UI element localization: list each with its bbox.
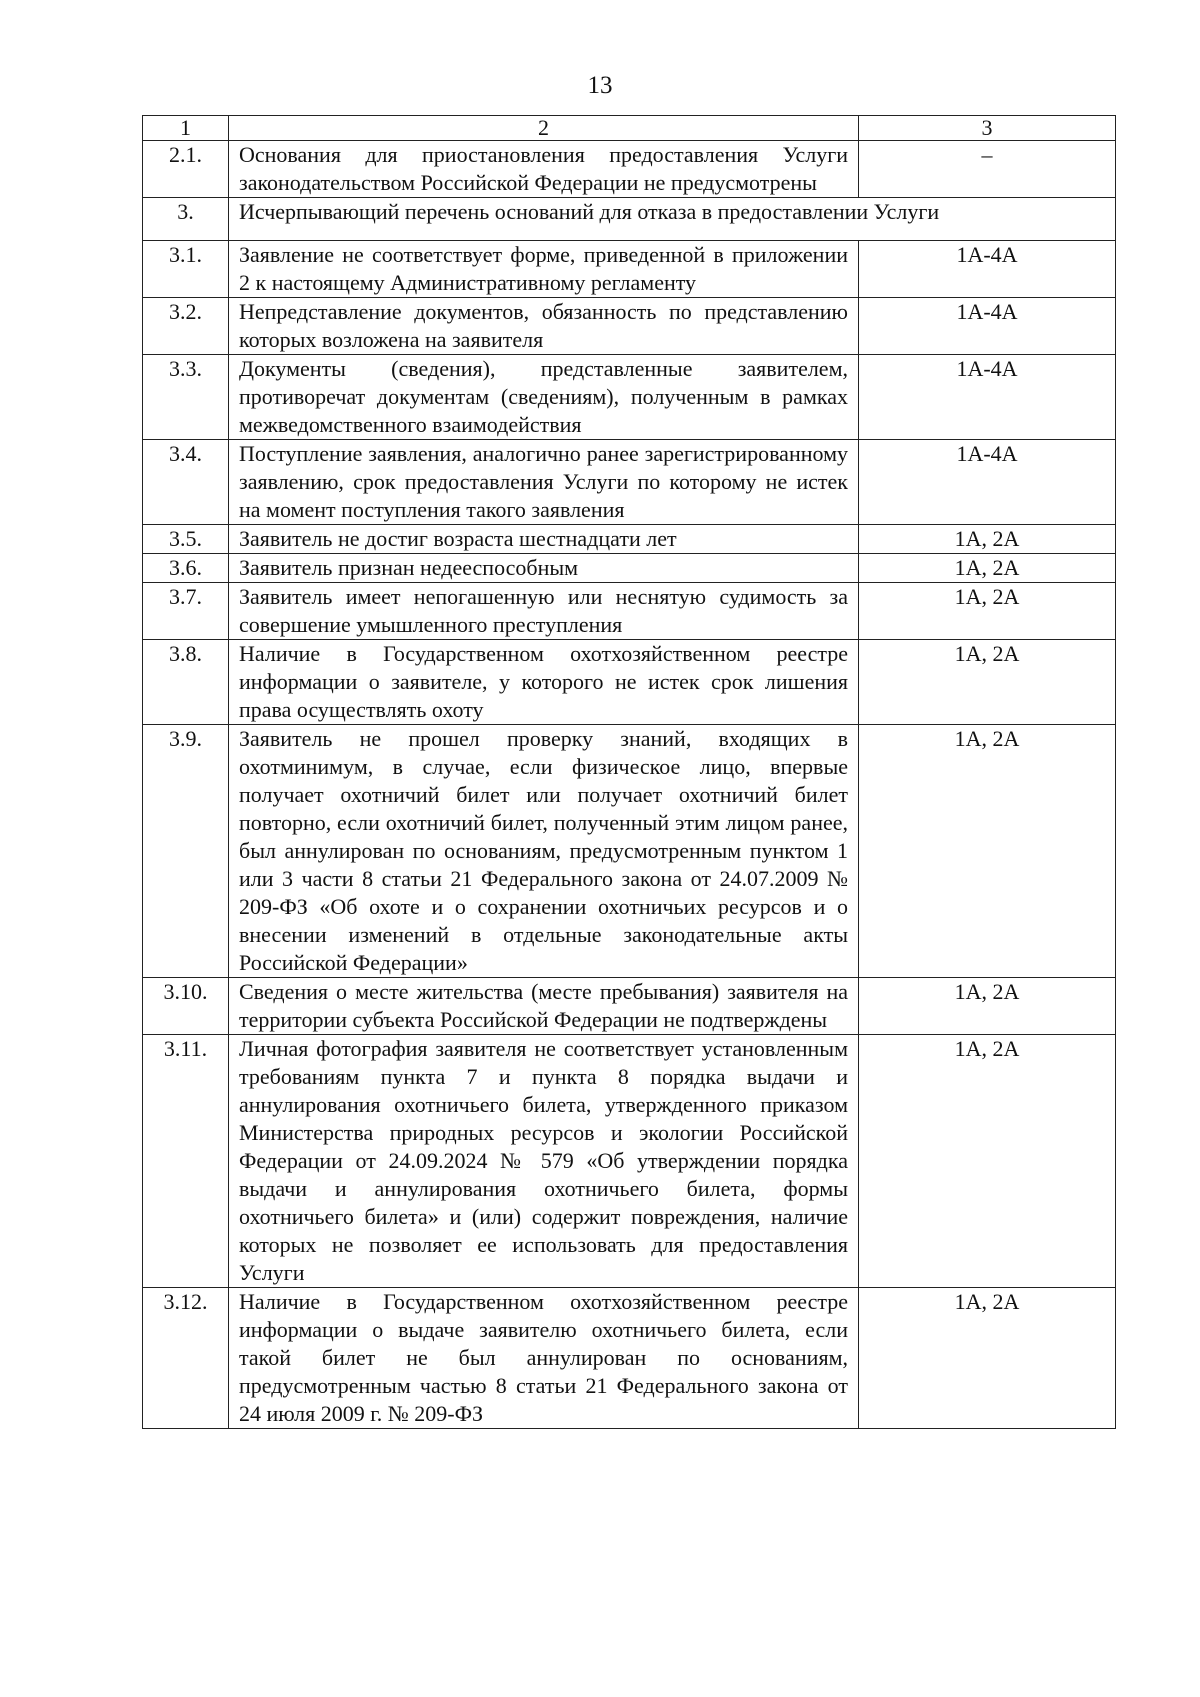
table-row <box>143 554 1116 583</box>
row-reference: 1А-4А <box>859 440 1116 525</box>
row-number: 3.11. <box>143 1035 229 1288</box>
table-header-row <box>143 116 1116 141</box>
row-number: 3.1. <box>143 241 229 298</box>
row-text: Заявление не соответствует форме, приведенной в приложении 2 к настоящему Административному регламенту <box>229 241 859 298</box>
table-row <box>143 525 1116 554</box>
table-row <box>143 440 1116 525</box>
row-reference: 1А, 2А <box>859 640 1116 725</box>
row-text: Заявитель не достиг возраста шестнадцати лет <box>229 525 859 554</box>
table-row <box>143 725 1116 978</box>
row-reference: 1А, 2А <box>859 725 1116 978</box>
table-row <box>143 241 1116 298</box>
row-text: Заявитель признан недееспособным <box>229 554 859 583</box>
row-text: Непредставление документов, обязанность по представлению которых возложена на заявителя <box>229 298 859 355</box>
column-header: 2 <box>229 116 859 141</box>
table-row <box>143 1288 1116 1429</box>
row-reference: 1А-4А <box>859 241 1116 298</box>
table-row <box>143 583 1116 640</box>
row-reference: – <box>859 141 1116 198</box>
row-text: Основания для приостановления предоставления Услуги законодательством Российской Федерации не предусмотрены <box>229 141 859 198</box>
row-text: Заявитель не прошел проверку знаний, входящих в охотминимум, в случае, если физическое лицо, впервые получает охотничий билет или получает охотничий билет повторно, если охотничий билет, полученный этим лицом ранее, был аннулирован по основаниям, предусмотренным пунктом 1 или 3 части 8 статьи 21 Федерального закона от 24.07.2009 № 209-ФЗ «Об охоте и о сохранении охотничьих ресурсов и о внесении изменений в отдельные законодательные акты Российской Федерации» <box>229 725 859 978</box>
table-row <box>143 298 1116 355</box>
row-number: 3.4. <box>143 440 229 525</box>
row-reference: 1А-4А <box>859 298 1116 355</box>
column-header: 3 <box>859 116 1116 141</box>
row-number: 2.1. <box>143 141 229 198</box>
row-number: 3.2. <box>143 298 229 355</box>
row-number: 3.5. <box>143 525 229 554</box>
row-reference: 1А, 2А <box>859 1035 1116 1288</box>
row-number: 3.8. <box>143 640 229 725</box>
row-reference: 1А-4А <box>859 355 1116 440</box>
row-reference: 1А, 2А <box>859 525 1116 554</box>
column-header: 1 <box>143 116 229 141</box>
row-text: Документы (сведения), представленные заявителем, противоречат документам (сведениям), полученным в рамках межведомственного взаимодействия <box>229 355 859 440</box>
section-row <box>143 198 1116 241</box>
row-number: 3.10. <box>143 978 229 1035</box>
section-number: 3. <box>143 198 229 241</box>
table-row <box>143 355 1116 440</box>
row-number: 3.6. <box>143 554 229 583</box>
table-row <box>143 978 1116 1035</box>
row-text: Личная фотография заявителя не соответствует установленным требованиям пункта 7 и пункта 8 порядка выдачи и аннулирования охотничьего билета, утвержденного приказом Министерства природных ресурсов и экологии Российской Федерации от 24.09.2024 № 579 «Об утверждении порядка выдачи и аннулирования охотничьего билета, формы охотничьего билета» и (или) содержит повреждения, наличие которых не позволяет ее использовать для предоставления Услуги <box>229 1035 859 1288</box>
row-number: 3.9. <box>143 725 229 978</box>
row-text: Наличие в Государственном охотхозяйственном реестре информации о выдаче заявителю охотничьего билета, если такой билет не был аннулирован по основаниям, предусмотренным частью 8 статьи 21 Федерального закона от 24 июля 2009 г. № 209-ФЗ <box>229 1288 859 1429</box>
row-number: 3.3. <box>143 355 229 440</box>
row-text: Сведения о месте жительства (месте пребывания) заявителя на территории субъекта Российской Федерации не подтверждены <box>229 978 859 1035</box>
row-number: 3.7. <box>143 583 229 640</box>
row-reference: 1А, 2А <box>859 583 1116 640</box>
row-reference: 1А, 2А <box>859 978 1116 1035</box>
row-reference: 1А, 2А <box>859 554 1116 583</box>
page-number: 13 <box>587 72 613 99</box>
table-row <box>143 141 1116 198</box>
row-text: Поступление заявления, аналогично ранее зарегистрированному заявлению, срок предоставления Услуги по которому не истек на момент поступления такого заявления <box>229 440 859 525</box>
refusal-grounds-table <box>142 115 1116 1429</box>
row-text: Заявитель имеет непогашенную или неснятую судимость за совершение умышленного преступления <box>229 583 859 640</box>
row-reference: 1А, 2А <box>859 1288 1116 1429</box>
table-row <box>143 1035 1116 1288</box>
row-number: 3.12. <box>143 1288 229 1429</box>
section-title: Исчерпывающий перечень оснований для отказа в предоставлении Услуги <box>229 198 1116 241</box>
table-row <box>143 640 1116 725</box>
row-text: Наличие в Государственном охотхозяйственном реестре информации о заявителе, у которого не истек срок лишения права осуществлять охоту <box>229 640 859 725</box>
